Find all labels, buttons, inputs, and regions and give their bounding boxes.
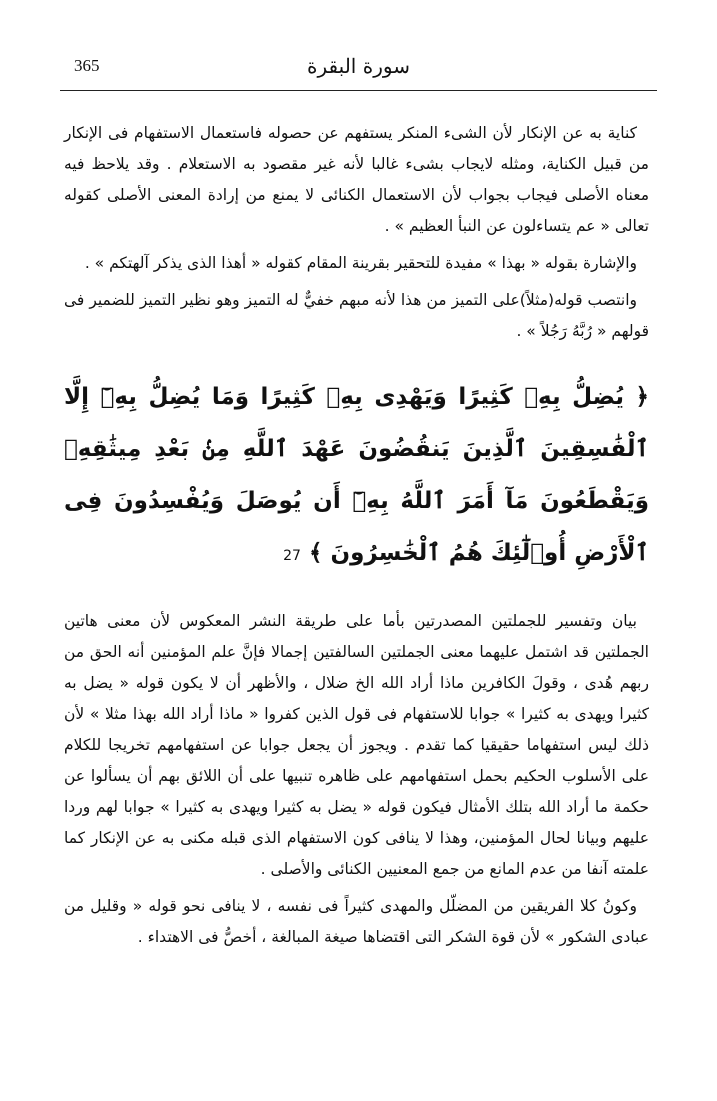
page-body <box>64 118 649 959</box>
paragraph: كناية به عن الإنكار لأن الشىء المنكر يستفهم عن حصوله فاستعمال الاستفهام فى الإنكار من قبيل الكناية، ومثله لايجاب بشىء غالبا لأنه غير مقصود به الاستعلام . وقد يلاحظ فيه معناه الأصلى فيجاب بجواب لأن الاستعمال الكنائى لا يمنع من إرادة المعنى الأصلى كقوله تعالى « عم يتساءلون عن النبأ العظيم » . <box>64 124 649 235</box>
quran-verse <box>64 371 649 582</box>
page-number: 365 <box>74 56 100 75</box>
header-rule <box>60 90 657 91</box>
verse-text: ﴿ يُضِلُّ بِهِۦ كَثِيرًا وَيَهْدِى بِهِۦ كَثِيرًا وَمَا يُضِلُّ بِهِۦٓ إِلَّا ٱلْفَٰسِقِينَ ٱلَّذِينَ يَنقُضُونَ عَهْدَ ٱللَّهِ مِنۢ بَعْدِ مِيثَٰقِهِۦ وَيَقْطَعُونَ مَآ أَمَرَ ٱللَّهُ بِهِۦٓ أَن يُوصَلَ وَيُفْسِدُونَ فِى ٱلْأَرْضِ أُو۟لَٰٓئِكَ هُمُ ٱلْخَٰسِرُونَ ﴾ <box>64 384 649 566</box>
ayah-number: 27 <box>283 548 301 564</box>
paragraph: وكونُ كلا الفريقين من المضلّل والمهدى كثيراً فى نفسه ، لا ينافى نحو قوله « وقليل من عبادى الشكور » لأن قوة الشكر التى اقتضاها صيغة المبالغة ، أخصُّ فى الاهتداء . <box>64 897 649 946</box>
page-header <box>60 50 657 90</box>
paragraph: والإشارة بقوله « بهذا » مفيدة للتحقير بقرينة المقام كقوله « أهذا الذى يذكر آلهتكم » . <box>84 254 637 272</box>
running-title: سورة البقرة <box>307 54 410 78</box>
paragraph: بيان وتفسير للجملتين المصدرتين بأما على طريقة النشر المعكوس لأن معنى هاتين الجملتين قد اشتمل عليهما معنى الجملتين السالفتين إجمالا فإنَّ علم المؤمنين أنه الحق من ربهم هُدى ، وقولَ الكافرين ماذا أراد الله الخ ضلال ، والأظهر أن لا يكون قوله « يضل به كثيرا ويهدى به كثيرا » جوابا للاستفهام فى قول الذين كفروا « ماذا أراد الله بهذا مثلا » لأن ذلك ليس استفهاما حقيقيا كما تقدم . ويجوز أن يجعل جوابا عن استفهامهم تخريجا للكلام على الأسلوب الحكيم بحمل استفهامهم على ظاهره تنبيها على أن اللائق بهم أن يسألوا عن حكمة ما أراد الله بتلك الأمثال فيكون قوله « يضل به كثيرا ويهدى به كثيرا » جوابا لهم وردا عليهم وبيانا لحال المؤمنين، وهذا لا ينافى كون الاستفهام الذى قبله مكنى به عن الإنكار كما علمته آنفا من عدم المانع من جمع المعنيين الكنائى والأصلى . <box>64 612 649 878</box>
paragraph: وانتصب قوله(مثلاً)على التميز من هذا لأنه مبهم خفيٌّ له التميز وهو نظير التميز للضمير فى قولهم « رُبَّهُ رَجُلاً » . <box>64 291 649 340</box>
